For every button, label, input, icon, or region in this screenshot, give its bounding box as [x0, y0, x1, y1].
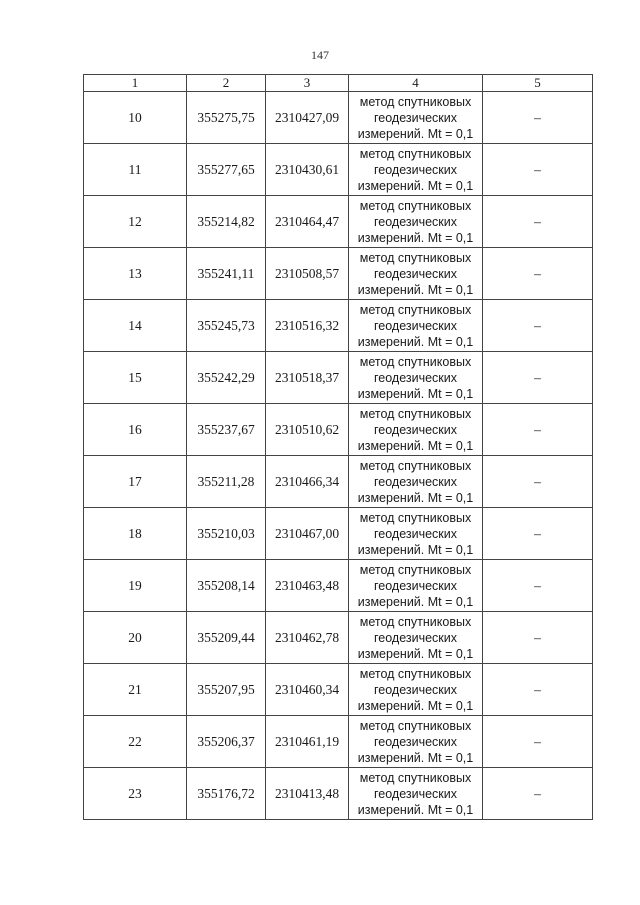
method-line: измерений. Mt = 0,1	[357, 438, 474, 453]
method-line: измерений. Mt = 0,1	[357, 126, 474, 141]
method-cell	[349, 508, 483, 560]
table-header-row	[84, 75, 593, 92]
point-number-cell: 13	[84, 248, 187, 300]
coordinate-y-cell: 2310516,32	[266, 300, 349, 352]
point-number-cell: 14	[84, 300, 187, 352]
description-cell: –	[483, 612, 593, 664]
coordinate-x-cell: 355245,73	[187, 300, 266, 352]
coordinate-x-cell: 355209,44	[187, 612, 266, 664]
coordinate-x-cell: 355241,11	[187, 248, 266, 300]
method-line: измерений. Mt = 0,1	[357, 282, 474, 297]
method-line: измерений. Mt = 0,1	[357, 698, 474, 713]
point-number-cell: 12	[84, 196, 187, 248]
description-cell: –	[483, 404, 593, 456]
point-number-cell: 18	[84, 508, 187, 560]
description-cell: –	[483, 196, 593, 248]
method-line: измерений. Mt = 0,1	[357, 386, 474, 401]
description-cell: –	[483, 508, 593, 560]
coordinate-y-cell: 2310430,61	[266, 144, 349, 196]
coordinate-y-cell: 2310427,09	[266, 92, 349, 144]
description-cell: –	[483, 248, 593, 300]
method-cell	[349, 196, 483, 248]
coordinate-y-cell: 2310463,48	[266, 560, 349, 612]
coordinate-y-cell: 2310461,19	[266, 716, 349, 768]
table-row	[84, 352, 593, 404]
method-cell	[349, 664, 483, 716]
method-line: метод спутниковых	[359, 354, 472, 369]
table-row	[84, 508, 593, 560]
coordinate-x-cell: 355275,75	[187, 92, 266, 144]
column-header: 5	[483, 75, 593, 92]
table-row	[84, 716, 593, 768]
table-row	[84, 196, 593, 248]
point-number-cell: 20	[84, 612, 187, 664]
method-line: измерений. Mt = 0,1	[357, 178, 474, 193]
method-line: метод спутниковых	[359, 614, 472, 629]
method-cell	[349, 768, 483, 820]
method-line: метод спутниковых	[359, 458, 472, 473]
coordinate-x-cell: 355277,65	[187, 144, 266, 196]
description-cell: –	[483, 560, 593, 612]
coordinate-x-cell: 355210,03	[187, 508, 266, 560]
method-line: измерений. Mt = 0,1	[357, 542, 474, 557]
coordinate-y-cell: 2310510,62	[266, 404, 349, 456]
method-cell	[349, 248, 483, 300]
coordinate-y-cell: 2310508,57	[266, 248, 349, 300]
method-line: геодезических	[373, 214, 457, 229]
description-cell: –	[483, 768, 593, 820]
column-header: 1	[84, 75, 187, 92]
method-line: геодезических	[373, 266, 457, 281]
method-cell	[349, 92, 483, 144]
description-cell: –	[483, 664, 593, 716]
method-line: геодезических	[373, 370, 457, 385]
table-row	[84, 560, 593, 612]
method-line: метод спутниковых	[359, 406, 472, 421]
method-line: геодезических	[373, 474, 457, 489]
point-number-cell: 11	[84, 144, 187, 196]
table-row	[84, 404, 593, 456]
method-cell	[349, 352, 483, 404]
point-number-cell: 15	[84, 352, 187, 404]
method-line: геодезических	[373, 162, 457, 177]
coordinate-y-cell: 2310413,48	[266, 768, 349, 820]
page-number: 147	[311, 48, 329, 62]
point-number-cell: 19	[84, 560, 187, 612]
method-line: измерений. Mt = 0,1	[357, 646, 474, 661]
table-row	[84, 92, 593, 144]
method-line: геодезических	[373, 110, 457, 125]
description-cell: –	[483, 716, 593, 768]
coordinate-y-cell: 2310462,78	[266, 612, 349, 664]
method-line: геодезических	[373, 630, 457, 645]
method-line: измерений. Mt = 0,1	[357, 802, 474, 817]
method-line: геодезических	[373, 786, 457, 801]
method-line: геодезических	[373, 682, 457, 697]
coordinate-y-cell: 2310460,34	[266, 664, 349, 716]
point-number-cell: 21	[84, 664, 187, 716]
column-header: 4	[349, 75, 483, 92]
method-line: метод спутниковых	[359, 718, 472, 733]
column-header: 3	[266, 75, 349, 92]
method-line: метод спутниковых	[359, 510, 472, 525]
coordinate-x-cell: 355211,28	[187, 456, 266, 508]
coordinate-y-cell: 2310467,00	[266, 508, 349, 560]
table-row	[84, 300, 593, 352]
table-row	[84, 456, 593, 508]
method-cell	[349, 404, 483, 456]
table-row	[84, 144, 593, 196]
point-number-cell: 22	[84, 716, 187, 768]
method-line: измерений. Mt = 0,1	[357, 334, 474, 349]
point-number-cell: 16	[84, 404, 187, 456]
coordinate-y-cell: 2310466,34	[266, 456, 349, 508]
coordinates-table	[83, 74, 593, 820]
coordinate-x-cell: 355237,67	[187, 404, 266, 456]
method-line: метод спутниковых	[359, 666, 472, 681]
method-cell	[349, 300, 483, 352]
point-number-cell: 23	[84, 768, 187, 820]
description-cell: –	[483, 300, 593, 352]
method-line: измерений. Mt = 0,1	[357, 490, 474, 505]
coordinate-y-cell: 2310464,47	[266, 196, 349, 248]
method-line: геодезических	[373, 526, 457, 541]
description-cell: –	[483, 92, 593, 144]
table-row	[84, 248, 593, 300]
coordinate-x-cell: 355207,95	[187, 664, 266, 716]
method-cell	[349, 716, 483, 768]
method-line: метод спутниковых	[359, 302, 472, 317]
method-cell	[349, 612, 483, 664]
point-number-cell: 10	[84, 92, 187, 144]
method-line: измерений. Mt = 0,1	[357, 594, 474, 609]
table-row	[84, 768, 593, 820]
method-line: метод спутниковых	[359, 198, 472, 213]
description-cell: –	[483, 144, 593, 196]
method-line: геодезических	[373, 318, 457, 333]
coordinate-x-cell: 355214,82	[187, 196, 266, 248]
table-row	[84, 612, 593, 664]
method-line: метод спутниковых	[359, 770, 472, 785]
method-line: геодезических	[373, 422, 457, 437]
description-cell: –	[483, 352, 593, 404]
coordinate-x-cell: 355242,29	[187, 352, 266, 404]
point-number-cell: 17	[84, 456, 187, 508]
method-cell	[349, 144, 483, 196]
coordinate-x-cell: 355176,72	[187, 768, 266, 820]
method-line: измерений. Mt = 0,1	[357, 750, 474, 765]
method-line: метод спутниковых	[359, 146, 472, 161]
description-cell: –	[483, 456, 593, 508]
method-line: геодезических	[373, 578, 457, 593]
coordinate-x-cell: 355206,37	[187, 716, 266, 768]
method-cell	[349, 456, 483, 508]
method-line: метод спутниковых	[359, 562, 472, 577]
method-line: метод спутниковых	[359, 250, 472, 265]
column-header: 2	[187, 75, 266, 92]
table-row	[84, 664, 593, 716]
coordinate-x-cell: 355208,14	[187, 560, 266, 612]
method-line: метод спутниковых	[359, 94, 472, 109]
coordinate-y-cell: 2310518,37	[266, 352, 349, 404]
method-line: измерений. Mt = 0,1	[357, 230, 474, 245]
method-cell	[349, 560, 483, 612]
method-line: геодезических	[373, 734, 457, 749]
